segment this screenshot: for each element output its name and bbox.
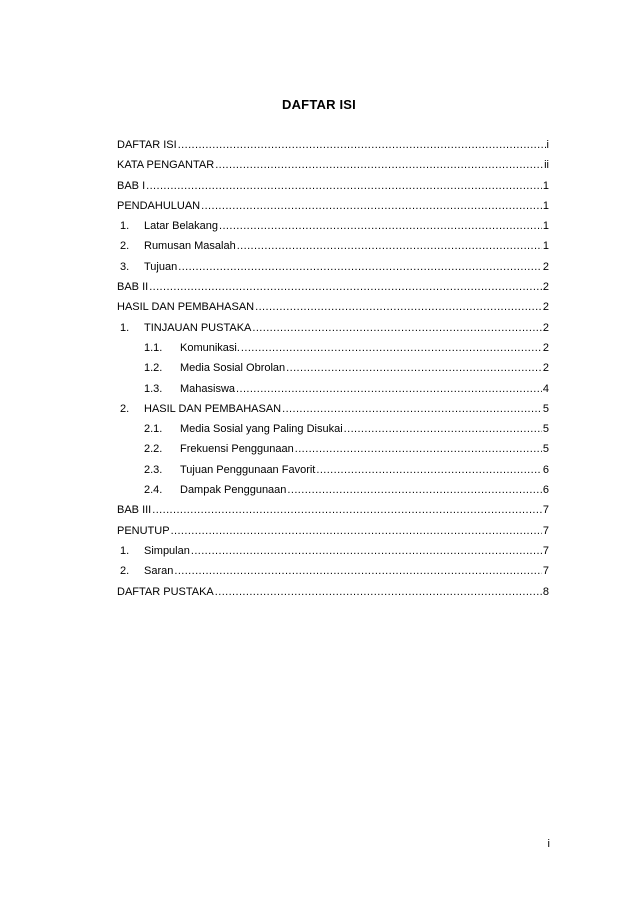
toc-entry-saran[interactable] xyxy=(117,561,549,581)
toc-entry-number: 2.3. xyxy=(144,463,163,476)
toc-entry-number: 2.4. xyxy=(144,484,163,497)
toc-entry-dampak-penggunaan[interactable] xyxy=(117,480,549,500)
toc-entry-page: 6 xyxy=(542,463,549,476)
toc-entry-page: 5 xyxy=(542,402,549,415)
toc-entry-page: 2 xyxy=(542,301,549,314)
toc-entry-page: 2 xyxy=(542,281,549,294)
toc-entry-number: 1. xyxy=(120,544,130,557)
toc-entry-text: DAFTAR PUSTAKA xyxy=(117,585,214,598)
toc-entry-page: 2 xyxy=(542,321,549,334)
toc-leader-dots xyxy=(152,500,542,520)
toc-entry-number: 2.2. xyxy=(144,443,163,456)
toc-leader-dots xyxy=(237,236,542,256)
toc-leader-dots xyxy=(287,480,541,500)
toc-leader-dots xyxy=(255,297,542,317)
toc-entry-frekuensi-penggunaan[interactable] xyxy=(117,439,549,459)
toc-entry-page: 4 xyxy=(542,382,549,395)
toc-leader-dots xyxy=(215,582,542,602)
toc-leader-dots xyxy=(178,257,542,277)
toc-leader-dots xyxy=(178,135,546,155)
toc-entry-bab-iii[interactable] xyxy=(117,500,549,520)
toc-entry-mahasiswa[interactable] xyxy=(117,379,549,399)
toc-entry-penutup[interactable] xyxy=(117,521,549,541)
toc-entry-number: 1.3. xyxy=(144,382,163,395)
toc-entry-daftar-isi[interactable] xyxy=(117,135,549,155)
toc-entry-page: 2 xyxy=(542,362,549,375)
toc-entry-page: 7 xyxy=(542,524,549,537)
toc-entry-media-sosial-obrolan[interactable] xyxy=(117,358,549,378)
toc-entry-hasil-dan-pembahasan-sub[interactable] xyxy=(117,399,549,419)
toc-leader-dots xyxy=(146,176,542,196)
toc-entry-page: i xyxy=(546,139,549,151)
toc-entry-text: TINJAUAN PUSTAKA xyxy=(144,321,252,334)
toc-leader-dots xyxy=(171,521,542,541)
toc-entry-number: 2.1. xyxy=(144,423,163,436)
toc-entry-text: Komunikasi. xyxy=(180,341,240,354)
toc-leader-dots xyxy=(191,541,542,561)
toc-entry-page: 2 xyxy=(542,341,549,354)
toc-leader-dots xyxy=(215,155,543,175)
page-title: DAFTAR ISI xyxy=(282,97,356,112)
toc-entry-text: HASIL DAN PEMBAHASAN xyxy=(117,301,255,314)
toc-entry-text: Saran xyxy=(144,565,174,578)
toc-entry-text: PENUTUP xyxy=(117,524,170,537)
toc-entry-number: 3. xyxy=(120,260,130,273)
toc-entry-text: Simpulan xyxy=(144,544,190,557)
toc-leader-dots xyxy=(286,358,542,378)
toc-entry-number: 1. xyxy=(120,321,130,334)
toc-entry-text: Media Sosial Obrolan xyxy=(180,362,286,375)
toc-entry-bab-ii[interactable] xyxy=(117,277,549,297)
toc-leader-dots xyxy=(295,439,542,459)
toc-entry-daftar-pustaka[interactable] xyxy=(117,582,549,602)
toc-entry-bab-i[interactable] xyxy=(117,176,549,196)
toc-entry-text: Latar Belakang xyxy=(144,220,218,233)
toc-entry-number: 2. xyxy=(120,402,130,415)
toc-entry-tinjauan-pustaka[interactable] xyxy=(117,318,549,338)
toc-entry-simpulan[interactable] xyxy=(117,541,549,561)
toc-entry-page: 7 xyxy=(542,504,549,517)
toc-leader-dots xyxy=(282,399,542,419)
toc-entry-page: 1 xyxy=(542,179,549,192)
toc-entry-hasil-dan-pembahasan[interactable] xyxy=(117,297,549,317)
toc-entry-page: 5 xyxy=(542,443,549,456)
toc-entry-page: 7 xyxy=(542,544,549,557)
toc-entry-text: Mahasiswa xyxy=(180,382,236,395)
toc-entry-text: Frekuensi Penggunaan xyxy=(180,443,294,456)
toc-leader-dots xyxy=(219,216,542,236)
toc-leader-dots xyxy=(236,379,542,399)
toc-entry-page: 2 xyxy=(542,260,549,273)
toc-entry-text: KATA PENGANTAR xyxy=(117,159,215,172)
toc-leader-dots xyxy=(174,561,542,581)
toc-leader-dots xyxy=(241,338,542,358)
toc-entry-number: 2. xyxy=(120,565,130,578)
toc-leader-dots xyxy=(252,318,542,338)
toc-leader-dots xyxy=(201,196,542,216)
toc-entry-page: 1 xyxy=(542,199,549,212)
toc-entry-text: DAFTAR ISI xyxy=(117,139,177,151)
toc-entry-text: Tujuan Penggunaan Favorit xyxy=(180,463,316,476)
toc-entry-page: 8 xyxy=(542,585,549,598)
toc-entry-text: PENDAHULUAN xyxy=(117,199,201,212)
toc-entry-page: 1 xyxy=(542,240,549,253)
toc-leader-dots xyxy=(316,460,542,480)
toc-leader-dots xyxy=(149,277,542,297)
toc-entry-media-sosial-paling-disukai[interactable] xyxy=(117,419,549,439)
toc-entry-page: ii xyxy=(544,159,549,172)
toc-entry-tujuan-penggunaan-favorit[interactable] xyxy=(117,460,549,480)
toc-entry-text: BAB III xyxy=(117,504,152,517)
toc-entry-tujuan[interactable] xyxy=(117,257,549,277)
toc-entry-latar-belakang[interactable] xyxy=(117,216,549,236)
toc-entry-text: Rumusan Masalah xyxy=(144,240,236,253)
toc-entry-komunikasi[interactable] xyxy=(117,338,549,358)
toc-entry-text: BAB II xyxy=(117,281,149,294)
toc-entry-pendahuluan[interactable] xyxy=(117,196,549,216)
toc-entry-page: 6 xyxy=(542,484,549,497)
toc-entry-page: 7 xyxy=(542,565,549,578)
toc-leader-dots xyxy=(344,419,542,439)
toc-entry-text: Dampak Penggunaan xyxy=(180,484,287,497)
toc-entry-page: 1 xyxy=(542,220,549,233)
table-of-contents xyxy=(117,135,549,602)
toc-entry-rumusan-masalah[interactable] xyxy=(117,236,549,256)
toc-entry-page: 5 xyxy=(542,423,549,436)
toc-entry-text: HASIL DAN PEMBAHASAN xyxy=(144,402,282,415)
page-number: i xyxy=(547,838,550,850)
toc-entry-text: BAB I xyxy=(117,179,146,192)
toc-entry-number: 1.1. xyxy=(144,341,163,354)
toc-entry-number: 1.2. xyxy=(144,362,163,375)
toc-entry-number: 2. xyxy=(120,240,130,253)
toc-entry-kata-pengantar[interactable] xyxy=(117,155,549,175)
toc-entry-number: 1. xyxy=(120,220,130,233)
toc-entry-text: Media Sosial yang Paling Disukai xyxy=(180,423,343,436)
toc-entry-text: Tujuan xyxy=(144,260,178,273)
